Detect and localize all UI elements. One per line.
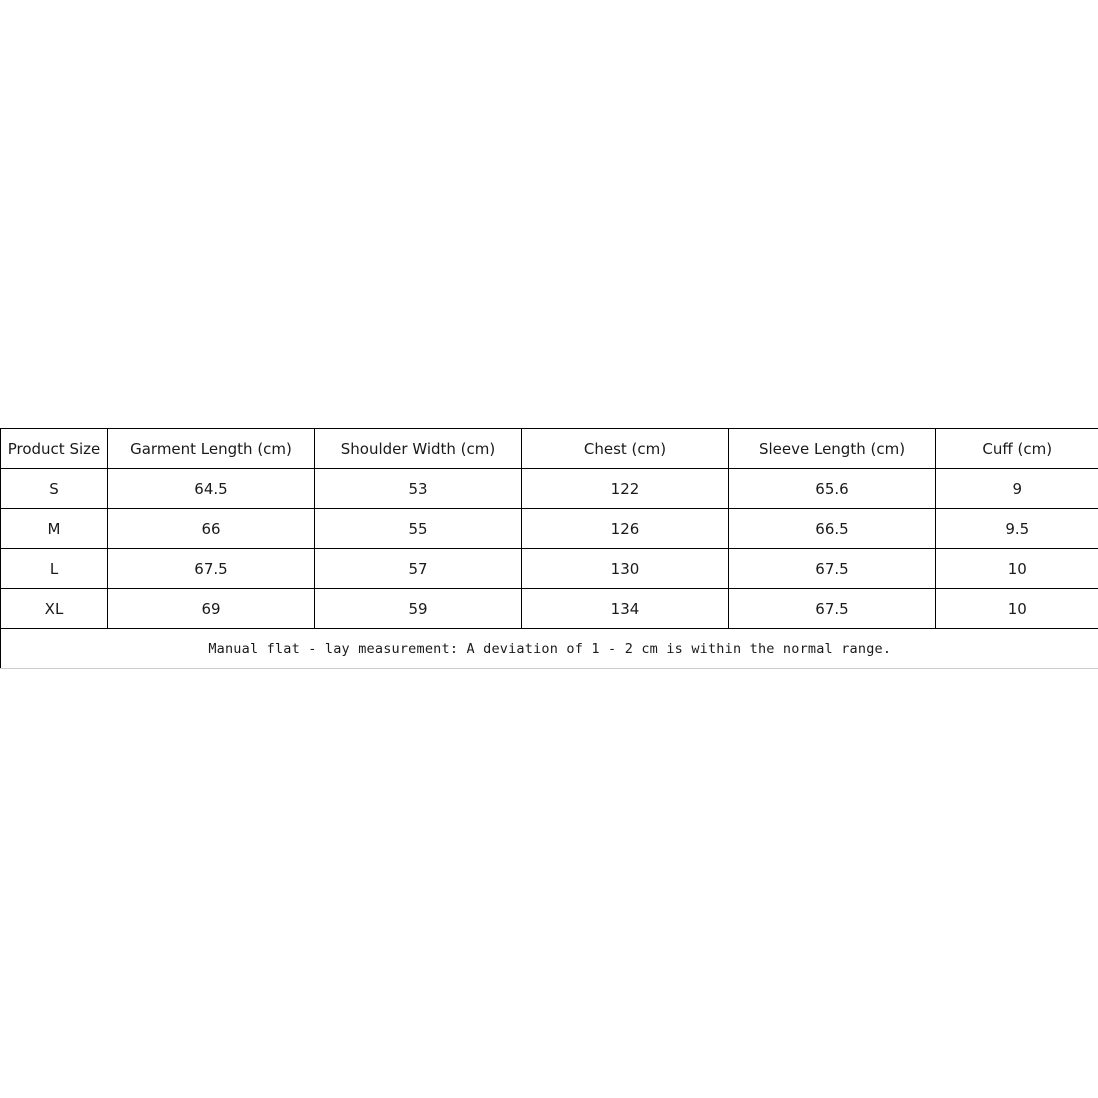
table-row [1, 509, 1098, 549]
cuff-cell: 9.5 [936, 509, 1098, 549]
shoulder-width-cell: 59 [315, 589, 522, 629]
size-cell: XL [1, 589, 108, 629]
measurement-note: Manual flat - lay measurement: A deviation of 1 - 2 cm is within the normal range. [1, 629, 1098, 669]
sleeve-length-cell: 67.5 [729, 589, 936, 629]
chest-cell: 126 [522, 509, 729, 549]
header-chest: Chest (cm) [522, 429, 729, 469]
table-row [1, 469, 1098, 509]
chest-cell: 134 [522, 589, 729, 629]
cuff-cell: 9 [936, 469, 1098, 509]
header-cuff: Cuff (cm) [936, 429, 1098, 469]
size-cell: S [1, 469, 108, 509]
shoulder-width-cell: 57 [315, 549, 522, 589]
shoulder-width-cell: 55 [315, 509, 522, 549]
sleeve-length-cell: 66.5 [729, 509, 936, 549]
size-cell: L [1, 549, 108, 589]
sleeve-length-cell: 65.6 [729, 469, 936, 509]
cuff-cell: 10 [936, 549, 1098, 589]
header-shoulder-width: Shoulder Width (cm) [315, 429, 522, 469]
cuff-cell: 10 [936, 589, 1098, 629]
size-chart-table [0, 428, 1098, 669]
table-row [1, 589, 1098, 629]
size-cell: M [1, 509, 108, 549]
measurement-note-row [1, 629, 1098, 669]
garment-length-cell: 66 [108, 509, 315, 549]
table-header-row [1, 429, 1098, 469]
header-garment-length: Garment Length (cm) [108, 429, 315, 469]
shoulder-width-cell: 53 [315, 469, 522, 509]
chest-cell: 122 [522, 469, 729, 509]
chest-cell: 130 [522, 549, 729, 589]
garment-length-cell: 67.5 [108, 549, 315, 589]
garment-length-cell: 64.5 [108, 469, 315, 509]
sleeve-length-cell: 67.5 [729, 549, 936, 589]
header-product-size: Product Size [1, 429, 108, 469]
header-sleeve-length: Sleeve Length (cm) [729, 429, 936, 469]
table-row [1, 549, 1098, 589]
garment-length-cell: 69 [108, 589, 315, 629]
